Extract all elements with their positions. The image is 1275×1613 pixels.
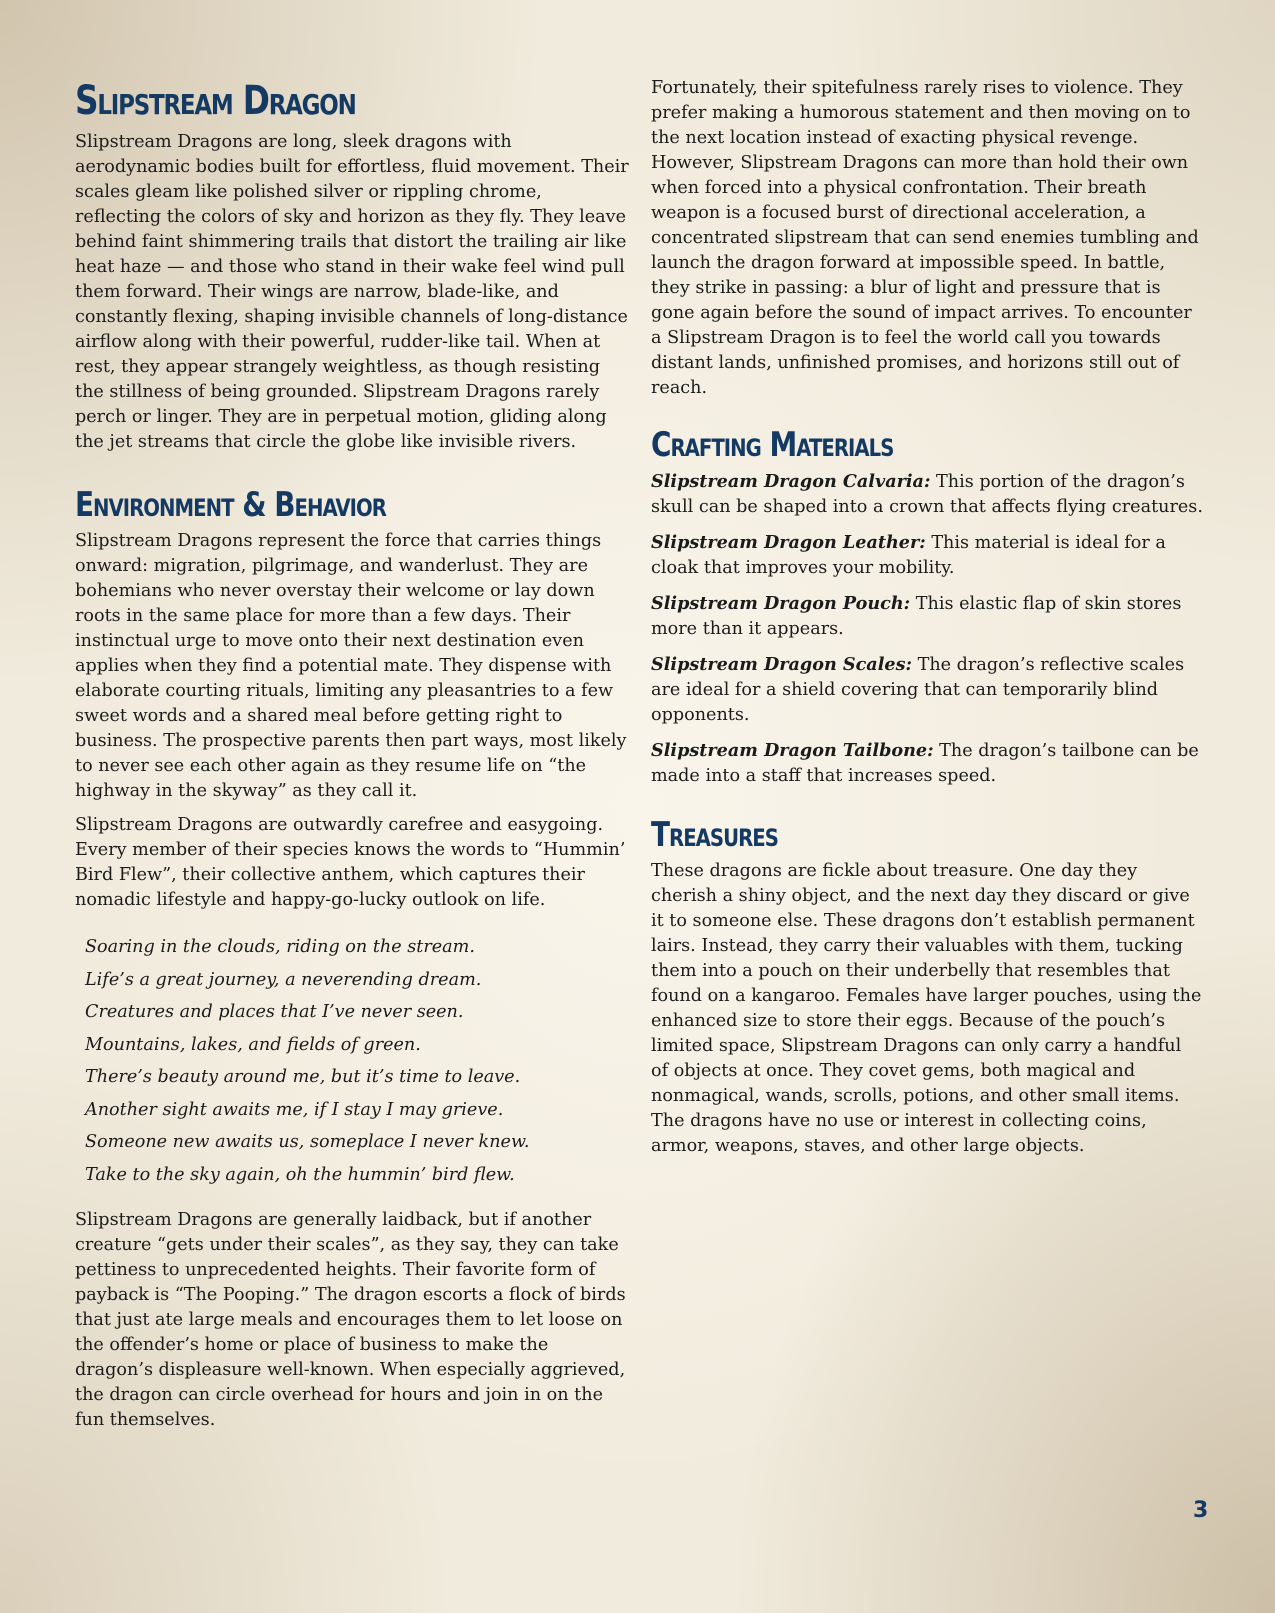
- poem-line: Life’s a great journey, a neverending dream.: [85, 969, 482, 990]
- left-column: [75, 78, 630, 1442]
- treasures-heading: Treasures: [651, 815, 778, 855]
- crafting-item: [651, 591, 1203, 642]
- crafting-item-text: This portion of the dragon’s skull can be shaped into a crown that affects flying creatures.: [651, 472, 1203, 517]
- crafting-item-name: Slipstream Dragon Tailbone:: [651, 740, 934, 761]
- page-title: Slipstream Dragon: [75, 78, 356, 124]
- environment-paragraph-3: Slipstream Dragons are generally laidback, but if another creature “gets under their scales”, as they say, they can take pettiness to unprecedented heights. Their favorite form of payback is “The Pooping.” The dragon escorts a flock of birds that just ate large meals and encourages them to let loose on the offender’s home or place of business to make the dragon’s displeasure well-known. When especially aggrieved, the dragon can circle overhead for hours and join in on the fun themselves.: [75, 1209, 626, 1430]
- poem-line: Someone new awaits us, someplace I never knew.: [85, 1132, 530, 1152]
- environment-paragraph-2: Slipstream Dragons are outwardly carefree and easygoing. Every member of their species knows the words to “Hummin’ Bird Flew”, their collective anthem, which captures their nomadic lifestyle and happy-go-lucky outlook on life.: [75, 815, 626, 910]
- crafting-item-text: This elastic flap of skin stores more than it appears.: [651, 594, 1182, 639]
- page-number: 3: [1193, 1498, 1209, 1523]
- crafting-item-text: This material is ideal for a cloak that improves your mobility.: [651, 533, 1166, 578]
- crafting-item-text: The dragon’s reflective scales are ideal for a shield covering that can temporarily blind opponents.: [651, 655, 1185, 725]
- crafting-heading: Crafting Materials: [651, 425, 894, 465]
- anthem-poem: [85, 935, 630, 1188]
- environment-heading: Environment & Behavior: [75, 485, 386, 525]
- crafting-item-name: Slipstream Dragon Calvaria:: [651, 471, 931, 492]
- crafting-item-name: Slipstream Dragon Scales:: [651, 654, 912, 675]
- crafting-item: [651, 530, 1203, 581]
- crafting-item: [651, 652, 1203, 728]
- crafting-item-text: The dragon’s tailbone can be made into a staff that increases speed.: [651, 741, 1199, 786]
- right-column: [651, 76, 1203, 1168]
- crafting-item: [651, 469, 1203, 520]
- poem-line: Creatures and places that I’ve never seen.: [85, 1002, 464, 1022]
- intro-paragraph: Slipstream Dragons are long, sleek dragons with aerodynamic bodies built for effortless, fluid movement. Their scales gleam like polished silver or rippling chrome, reflecting the colors of sky and horizon as they fly. They leave behind faint shimmering trails that distort the trailing air like heat haze — and those who stand in their wake feel wind pull them forward. Their wings are narrow, blade-like, and constantly flexing, shaping invisible channels of long-distance airflow along with their powerful, rudder-like tail. When at rest, they appear strangely weightless, as though resisting the stillness of being grounded. Slipstream Dragons rarely perch or linger. They are in perpetual motion, gliding along the jet streams that circle the globe like invisible rivers.: [75, 132, 629, 452]
- poem-line: Take to the sky again, oh the hummin’ bird flew.: [85, 1164, 515, 1185]
- treasures-paragraph: These dragons are fickle about treasure. One day they cherish a shiny object, and the next day they discard or give it to someone else. These dragons don’t establish permanent lairs. Instead, they carry their valuables with them, tucking them into a pouch on their underbelly that resembles that found on a kangaroo. Females have larger pouches, using the enhanced size to store their eggs. Because of the pouch’s limited space, Slipstream Dragons can only carry a handful of objects at once. They covet gems, both magical and nonmagical, wands, scrolls, potions, and other small items. The dragons have no use or interest in collecting coins, armor, weapons, staves, and other large objects.: [651, 861, 1202, 1156]
- crafting-item: [651, 738, 1203, 789]
- environment-paragraph-4: Fortunately, their spitefulness rarely rises to violence. They prefer making a humorous statement and then moving on to the next location instead of exacting physical revenge. However, Slipstream Dragons can more than hold their own when forced into a physical confrontation. Their breath weapon is a focused burst of directional acceleration, a concentrated slipstream that can send enemies tumbling and launch the dragon forward at impossible speed. In battle, they strike in passing: a blur of light and pressure that is gone again before the sound of impact arrives. To encounter a Slipstream Dragon is to feel the world call you towards distant lands, unfinished promises, and horizons still out of reach.: [651, 78, 1199, 398]
- poem-line: Another sight awaits me, if I stay I may grieve.: [85, 1099, 504, 1120]
- poem-line: There’s beauty around me, but it’s time to leave.: [85, 1067, 521, 1087]
- poem-line: Soaring in the clouds, riding on the stream.: [85, 937, 475, 957]
- crafting-item-name: Slipstream Dragon Pouch:: [651, 593, 911, 614]
- environment-paragraph-1: Slipstream Dragons represent the force that carries things onward: migration, pilgrimage, and wanderlust. They are bohemians who never overstay their welcome or lay down roots in the same place for more than a few days. Their instinctual urge to move onto their next destination even applies when they find a potential mate. They dispense with elaborate courting rituals, limiting any pleasantries to a few sweet words and a shared meal before getting right to business. The prospective parents then part ways, most likely to never see each other again as they resume life on “the highway in the skyway” as they call it.: [75, 531, 627, 801]
- poem-line: Mountains, lakes, and fields of green.: [85, 1034, 421, 1055]
- crafting-item-name: Slipstream Dragon Leather:: [651, 532, 926, 553]
